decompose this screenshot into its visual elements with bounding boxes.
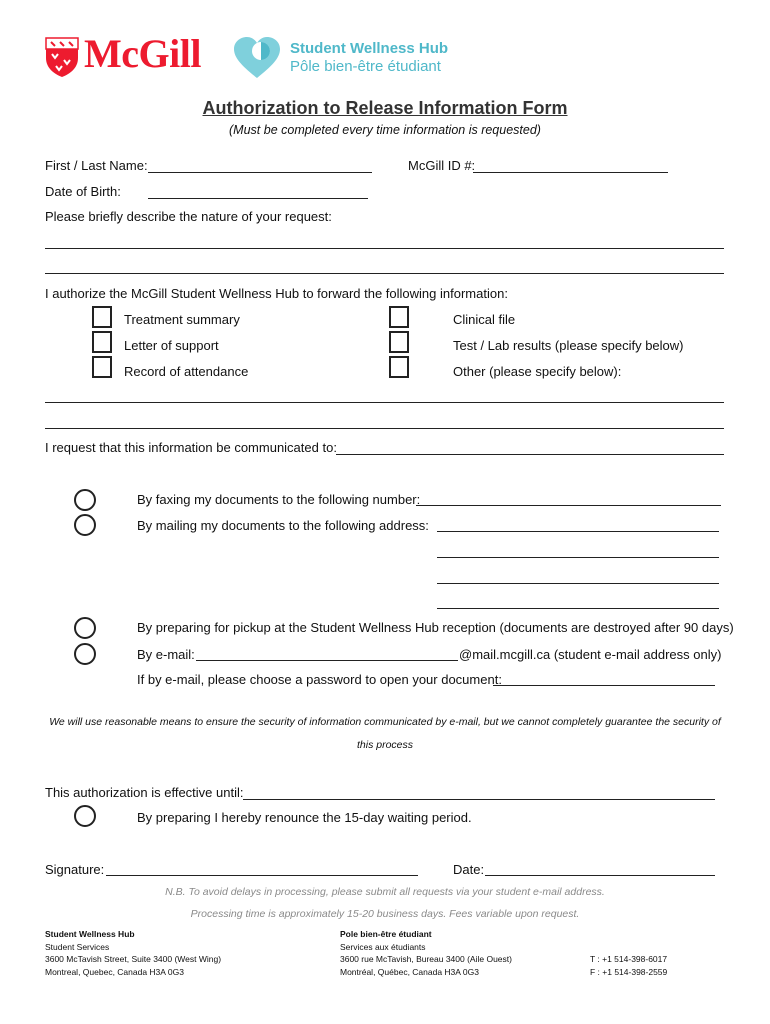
radio-renounce[interactable] <box>74 805 96 827</box>
option-treatment-summary: Treatment summary <box>124 312 240 327</box>
hub-name-en: Student Wellness Hub <box>290 40 449 57</box>
processing-note: Processing time is approximately 15-20 business days. Fees variable upon request. <box>190 908 580 920</box>
footer-contact <box>590 953 667 978</box>
footer-fr-dept: Services aux étudiants <box>340 941 426 952</box>
radio-email[interactable] <box>74 643 96 665</box>
communicate-field[interactable] <box>336 454 724 455</box>
nb-note: N.B. To avoid delays in processing, please submit all requests via your student e-mail address. <box>165 886 605 898</box>
dob-field[interactable] <box>148 198 368 199</box>
method-pickup-label: By preparing for pickup at the Student Wellness Hub reception (documents are destroyed after 90 days) <box>137 620 734 635</box>
mail-address-line-2[interactable] <box>437 557 719 558</box>
password-field[interactable] <box>493 685 715 686</box>
mail-address-line-4[interactable] <box>437 608 719 609</box>
mcgill-id-label: McGill ID #: <box>408 158 476 173</box>
specify-line-2[interactable] <box>45 428 724 429</box>
checkbox-treatment-summary[interactable] <box>92 306 112 328</box>
checkbox-letter-of-support[interactable] <box>92 331 112 353</box>
specify-line-1[interactable] <box>45 402 724 403</box>
mail-address-line-3[interactable] <box>437 583 719 584</box>
footer-french-address <box>340 928 512 978</box>
hub-name-fr: Pôle bien-être étudiant <box>290 58 441 75</box>
communicate-label: I request that this information be communicated to: <box>45 440 337 455</box>
footer-en-name: Student Wellness Hub <box>45 929 135 939</box>
mcgill-crest-icon <box>44 36 80 78</box>
signature-field[interactable] <box>106 875 418 876</box>
footer-fr-addr: 3600 rue McTavish, Bureau 3400 (Aile Ouest) <box>340 954 512 964</box>
date-label: Date: <box>453 862 485 877</box>
mail-address-line-1[interactable] <box>437 531 719 532</box>
method-email-label: By e-mail: <box>137 647 195 662</box>
date-field[interactable] <box>485 875 715 876</box>
footer-english-address <box>45 928 221 978</box>
security-note-cont: this process <box>356 739 414 751</box>
footer-tel: T : +1 514-398-6017 <box>590 954 668 964</box>
email-field[interactable] <box>196 660 458 661</box>
checkbox-record-of-attendance[interactable] <box>92 356 112 378</box>
footer-en-dept: Student Services <box>45 941 110 952</box>
method-fax-label: By faxing my documents to the following number: <box>137 492 421 507</box>
form-subtitle: (Must be completed every time information is requested) <box>229 123 541 137</box>
signature-label: Signature: <box>45 862 105 877</box>
mcgill-wordmark: McGill <box>84 31 201 76</box>
option-test-lab-results: Test / Lab results (please specify below) <box>453 338 684 353</box>
option-clinical-file: Clinical file <box>453 312 516 327</box>
email-domain-label: @mail.mcgill.ca (student e-mail address only) <box>459 647 722 662</box>
mcgill-id-field[interactable] <box>473 172 668 173</box>
describe-label: Please briefly describe the nature of your request: <box>45 209 332 224</box>
renounce-label: By preparing I hereby renounce the 15-day waiting period. <box>137 810 472 825</box>
security-note: We will use reasonable means to ensure the security of information communicated by e-mail, but we cannot completely guarantee the security of <box>49 716 721 728</box>
effective-label: This authorization is effective until: <box>45 785 244 800</box>
checkbox-other[interactable] <box>389 356 409 378</box>
option-letter-of-support: Letter of support <box>124 338 219 353</box>
name-label: First / Last Name: <box>45 158 148 173</box>
password-label: If by e-mail, please choose a password to open your document: <box>137 672 502 687</box>
footer-fr-name: Pole bien-être étudiant <box>340 929 432 939</box>
radio-fax[interactable] <box>74 489 96 511</box>
radio-pickup[interactable] <box>74 617 96 639</box>
checkbox-clinical-file[interactable] <box>389 306 409 328</box>
request-description-line-1[interactable] <box>45 248 724 249</box>
heart-pin-icon <box>232 36 282 80</box>
checkbox-test-lab-results[interactable] <box>389 331 409 353</box>
footer-en-addr: 3600 McTavish Street, Suite 3400 (West Wing) <box>45 954 222 964</box>
dob-label: Date of Birth: <box>45 184 121 199</box>
effective-until-field[interactable] <box>243 799 715 800</box>
option-other: Other (please specify below): <box>453 364 622 379</box>
form-title: Authorization to Release Information Form <box>202 98 568 118</box>
method-mail-label: By mailing my documents to the following address: <box>137 518 429 533</box>
request-description-line-2[interactable] <box>45 273 724 274</box>
authorize-label: I authorize the McGill Student Wellness Hub to forward the following information: <box>45 286 508 301</box>
footer-en-city: Montreal, Quebec, Canada H3A 0G3 <box>45 966 184 977</box>
footer-fr-city: Montréal, Québec, Canada H3A 0G3 <box>340 966 479 977</box>
radio-mail[interactable] <box>74 514 96 536</box>
option-record-of-attendance: Record of attendance <box>124 364 249 379</box>
footer-fax: F : +1 514-398-2559 <box>590 966 668 977</box>
fax-number-field[interactable] <box>416 505 721 506</box>
name-field[interactable] <box>148 172 372 173</box>
